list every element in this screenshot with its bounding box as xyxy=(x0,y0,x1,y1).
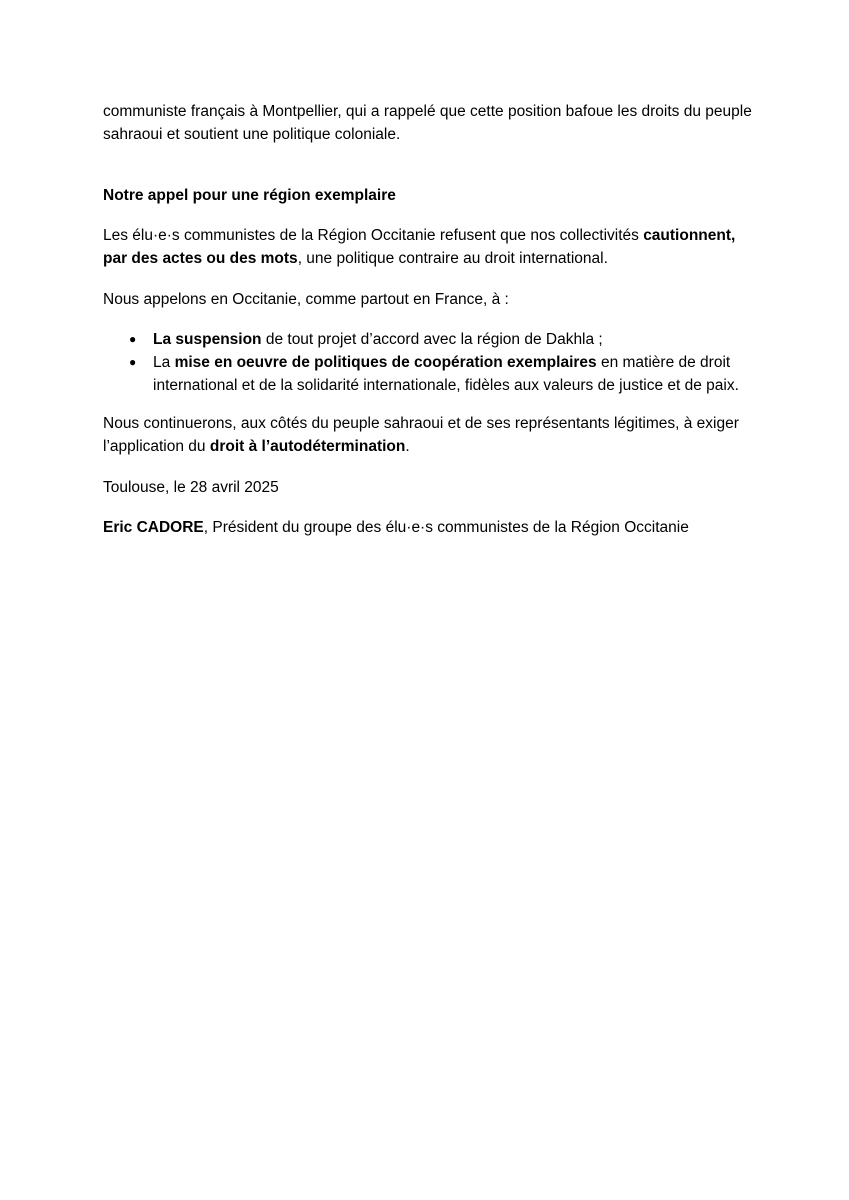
bullet-icon: ● xyxy=(129,332,137,346)
signature-line xyxy=(103,516,753,539)
signatory-name: Eric CADORE xyxy=(103,519,204,536)
demands-list xyxy=(103,328,753,397)
continue-text-before: Nous continuerons, aux côtés du peuple sahraoui et de ses représentants légitimes, à exiger l’application du xyxy=(103,415,739,455)
continue-text-bold: droit à l’autodétermination xyxy=(209,438,406,455)
continue-paragraph xyxy=(103,412,753,458)
refuse-text-bold: cautionnent, par des actes ou des mots xyxy=(103,227,736,267)
section-heading: Notre appel pour une région exemplaire xyxy=(103,187,396,204)
refuse-text-before: Les élu·e·s communistes de la Région Occitanie refusent que nos collectivités xyxy=(103,227,644,244)
list-item xyxy=(103,328,753,351)
call-paragraph: Nous appelons en Occitanie, comme partout en France, à : xyxy=(103,291,509,308)
intro-paragraph xyxy=(103,100,753,146)
list-item-text-before: La xyxy=(153,354,175,371)
continue-text-after: . xyxy=(405,438,410,455)
refuse-text-after: , une politique contraire au droit international. xyxy=(297,250,608,267)
date-line: Toulouse, le 28 avril 2025 xyxy=(103,479,279,496)
list-item-text-bold: La suspension xyxy=(153,331,262,348)
list-item-text-bold: mise en oeuvre de politiques de coopération exemplaires xyxy=(174,354,597,371)
refuse-paragraph xyxy=(103,224,753,270)
intro-text: communiste français à Montpellier, qui a rappelé que cette position bafoue les droits du peuple sahraoui et soutient une politique coloniale. xyxy=(103,103,752,143)
bullet-icon: ● xyxy=(129,355,137,369)
list-item-text-after: de tout projet d’accord avec la région de Dakhla ; xyxy=(261,331,603,348)
list-item xyxy=(103,351,753,397)
signatory-title: , Président du groupe des élu·e·s communistes de la Région Occitanie xyxy=(203,519,689,536)
list-item-text-after: en matière de droit international et de la solidarité internationale, fidèles aux valeurs de justice et de paix. xyxy=(153,354,739,394)
